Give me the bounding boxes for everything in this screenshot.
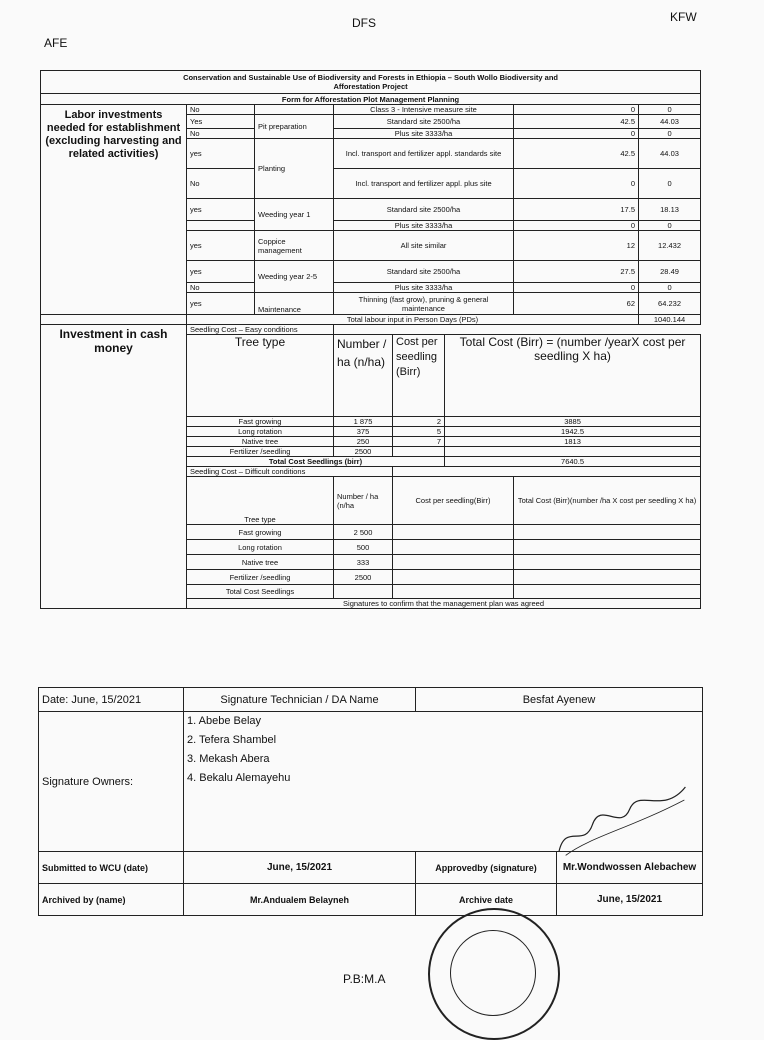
labor-v1: 17.5 xyxy=(514,199,639,221)
labor-v1: 12 xyxy=(514,231,639,261)
easy-number: 250 xyxy=(334,437,393,447)
labor-v1: 62 xyxy=(514,293,639,315)
easy-total: 3885 xyxy=(445,417,701,427)
approved-name: Mr.Wondwossen Alebachew xyxy=(557,852,703,884)
labor-v2: 0 xyxy=(639,283,701,293)
footer-initials: P.B:M.A xyxy=(343,972,386,986)
easy-cost xyxy=(393,447,445,457)
easy-number: 375 xyxy=(334,427,393,437)
easy-total-label: Total Cost Seedlings (birr) xyxy=(187,457,445,467)
labor-v1: 0 xyxy=(514,221,639,231)
labor-v1: 0 xyxy=(514,129,639,139)
owner-name: 3. Mekash Abera xyxy=(187,753,270,765)
labor-activity xyxy=(255,105,334,115)
difficult-tree-type: Fertilizer /seedling xyxy=(187,570,334,585)
easy-header-tree-type: Tree type xyxy=(187,335,334,417)
labor-v1: 27.5 xyxy=(514,261,639,283)
difficult-tree-type: Long rotation xyxy=(187,540,334,555)
submitted-date: June, 15/2021 xyxy=(184,852,416,884)
difficult-number: 333 xyxy=(334,555,393,570)
approved-label: Approvedby (signature) xyxy=(416,852,557,884)
dfs-label: DFS xyxy=(352,16,376,30)
labor-yn: yes xyxy=(187,293,255,315)
easy-tree-type: Native tree xyxy=(187,437,334,447)
kfw-label: KFW xyxy=(670,10,697,24)
labor-yn: Yes xyxy=(187,115,255,129)
difficult-number: 2500 xyxy=(334,570,393,585)
easy-total: 1942.5 xyxy=(445,427,701,437)
date-field: Date: June, 15/2021 xyxy=(39,688,184,712)
easy-tree-type: Long rotation xyxy=(187,427,334,437)
labor-activity: Pit preparation xyxy=(255,115,334,139)
easy-header-cost: Cost per seedling (Birr) xyxy=(393,335,445,417)
labor-yn: No xyxy=(187,105,255,115)
owner-name: 1. Abebe Belay xyxy=(187,715,262,727)
difficult-header-total: Total Cost (Birr)(number /ha X cost per seedling X ha) xyxy=(514,477,701,525)
stamp-inner-ring xyxy=(450,930,536,1016)
labor-desc: Class 3 - Intensive measure site xyxy=(334,105,514,115)
cash-section-label: Investment in cash money xyxy=(41,325,187,609)
labor-v2: 0 xyxy=(639,129,701,139)
easy-header-number: Number / ha (n/ha) xyxy=(334,335,393,417)
labor-desc: All site similar xyxy=(334,231,514,261)
labor-total-value: 1040.144 xyxy=(639,315,701,325)
labor-v2: 28.49 xyxy=(639,261,701,283)
labor-section-label: Labor investments needed for establishment (excluding harvesting and related activities) xyxy=(41,105,187,315)
labor-v1: 0 xyxy=(514,105,639,115)
project-title-line2: Afforestation Project xyxy=(333,82,408,91)
labor-yn: No xyxy=(187,129,255,139)
signatures-title: Signatures to confirm that the management plan was agreed xyxy=(187,599,701,609)
difficult-header-tree-type: Tree type xyxy=(187,477,334,525)
difficult-total-label: Total Cost Seedlings xyxy=(187,585,334,599)
archive-date: June, 15/2021 xyxy=(557,884,703,916)
easy-number: 1 875 xyxy=(334,417,393,427)
labor-v1: 0 xyxy=(514,283,639,293)
labor-desc: Standard site 2500/ha xyxy=(334,115,514,129)
difficult-number: 500 xyxy=(334,540,393,555)
labor-v2: 0 xyxy=(639,169,701,199)
labor-activity: Maintenance xyxy=(255,293,334,315)
labor-desc: Incl. transport and fertilizer appl. plus site xyxy=(334,169,514,199)
labor-desc: Plus site 3333/ha xyxy=(334,283,514,293)
labor-yn: No xyxy=(187,283,255,293)
labor-v2: 18.13 xyxy=(639,199,701,221)
labor-v2: 44.03 xyxy=(639,115,701,129)
official-stamp xyxy=(428,908,560,1040)
labor-yn: yes xyxy=(187,139,255,169)
labor-yn: yes xyxy=(187,231,255,261)
labor-desc: Standard site 2500/ha xyxy=(334,261,514,283)
easy-tree-type: Fertilizer /seedling xyxy=(187,447,334,457)
labor-activity: Weeding year 2-5 xyxy=(255,261,334,293)
labor-activity: Planting xyxy=(255,139,334,199)
technician-name: Besfat Ayenew xyxy=(416,688,703,712)
easy-total: 1813 xyxy=(445,437,701,447)
planning-form-table xyxy=(40,70,701,609)
labor-desc: Incl. transport and fertilizer appl. standards site xyxy=(334,139,514,169)
archived-label: Archived by (name) xyxy=(39,884,184,916)
owner-name: 2. Tefera Shambel xyxy=(187,734,277,746)
difficult-number: 2 500 xyxy=(334,525,393,540)
easy-header-total: Total Cost (Birr) = (number /yearX cost per seedling X ha) xyxy=(445,335,701,417)
form-title: Form for Afforestation Plot Management Planning xyxy=(41,94,701,105)
project-title-line1: Conservation and Sustainable Use of Biodiversity and Forests in Ethiopia – South Wollo Biodiversity and xyxy=(183,73,558,82)
archived-name: Mr.Andualem Belayneh xyxy=(184,884,416,916)
labor-yn: yes xyxy=(187,199,255,221)
owners-label: Signature Owners: xyxy=(39,712,184,852)
labor-yn xyxy=(187,221,255,231)
easy-total xyxy=(445,447,701,457)
labor-v2: 0 xyxy=(639,221,701,231)
labor-yn: yes xyxy=(187,261,255,283)
afe-label: AFE xyxy=(44,36,68,50)
archive-date-label: Archive date xyxy=(416,884,557,916)
submitted-label: Submitted to WCU (date) xyxy=(39,852,184,884)
labor-v2: 0 xyxy=(639,105,701,115)
labor-v2: 12.432 xyxy=(639,231,701,261)
easy-tree-type: Fast growing xyxy=(187,417,334,427)
difficult-tree-type: Native tree xyxy=(187,555,334,570)
difficult-header-cost: Cost per seedling(Birr) xyxy=(393,477,514,525)
labor-v1: 42.5 xyxy=(514,139,639,169)
labor-activity: Coppice management xyxy=(255,231,334,261)
labor-activity: Weeding year 1 xyxy=(255,199,334,231)
labor-yn: No xyxy=(187,169,255,199)
difficult-tree-type: Fast growing xyxy=(187,525,334,540)
signature-table xyxy=(38,687,703,916)
difficult-title: Seedling Cost – Difficult conditions xyxy=(187,467,393,477)
technician-label: Signature Technician / DA Name xyxy=(184,688,416,712)
labor-v2: 44.03 xyxy=(639,139,701,169)
labor-v1: 42.5 xyxy=(514,115,639,129)
owner-name: 4. Bekalu Alemayehu xyxy=(187,772,291,784)
labor-desc: Plus site 3333/ha xyxy=(334,129,514,139)
labor-desc: Thinning (fast grow), pruning & general maintenance xyxy=(334,293,514,315)
labor-v2: 64.232 xyxy=(639,293,701,315)
labor-desc: Standard site 2500/ha xyxy=(334,199,514,221)
easy-number: 2500 xyxy=(334,447,393,457)
easy-total-value: 7640.5 xyxy=(445,457,701,467)
easy-cost: 2 xyxy=(393,417,445,427)
easy-title: Seedling Cost – Easy conditions xyxy=(187,325,334,335)
easy-cost: 7 xyxy=(393,437,445,447)
difficult-header-number: Number / ha (n/ha xyxy=(334,477,393,525)
labor-desc: Plus site 3333/ha xyxy=(334,221,514,231)
easy-cost: 5 xyxy=(393,427,445,437)
labor-v1: 0 xyxy=(514,169,639,199)
labor-total-label: Total labour input in Person Days (PDs) xyxy=(187,315,639,325)
